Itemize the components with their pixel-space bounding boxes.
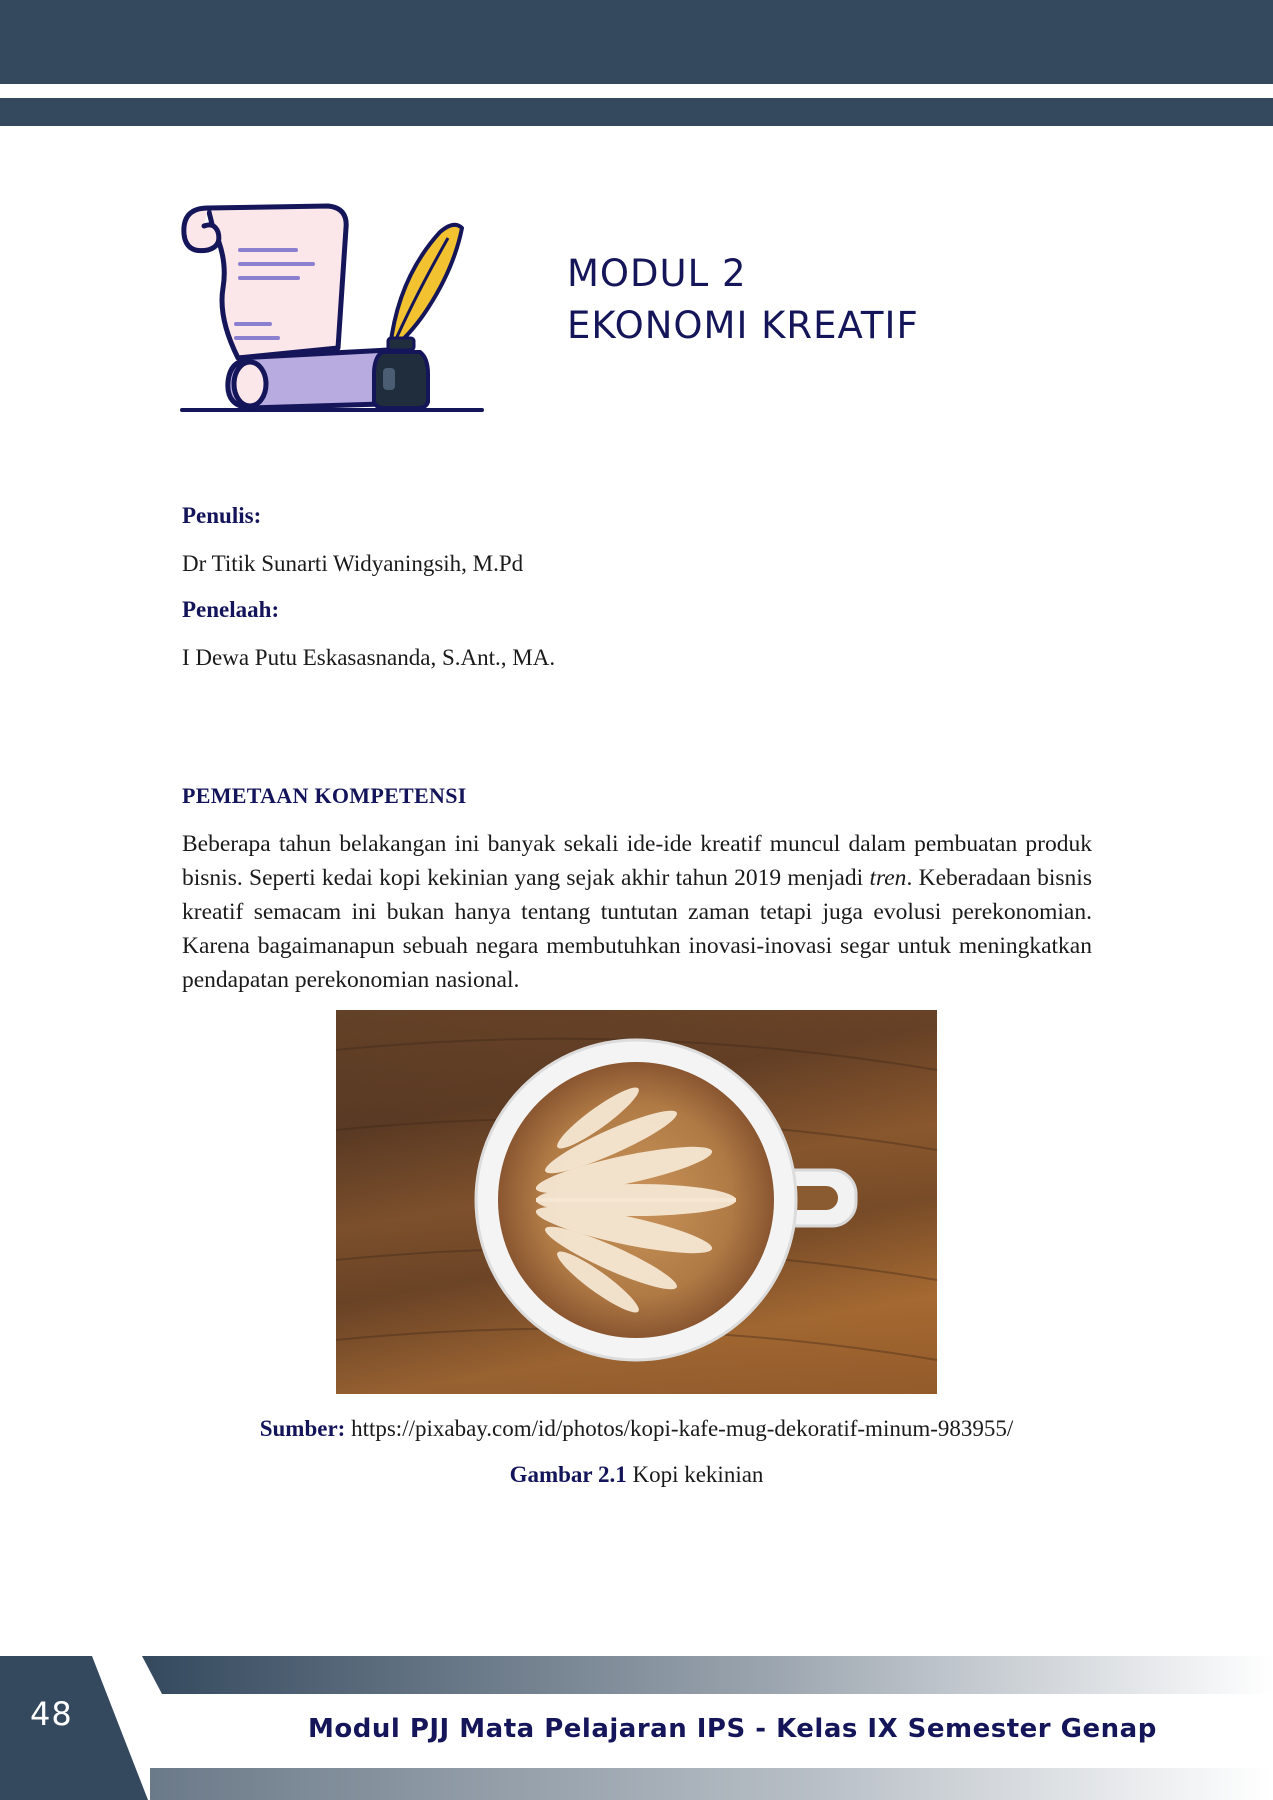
coffee-photo [336, 1010, 937, 1394]
paragraph-italic-word: tren [869, 865, 907, 891]
paragraph-text-end: . Keberadaan bisnis kreatif semacam ini bukan hanya tentang tuntutan zaman tetapi juga evolusi perekonomian. Karena bagaimanapun sebuah negara membutuhkan inovasi-inovasi segar untuk meningkatkan pendapatan perekonomian nasional. [182, 865, 1092, 993]
paragraph-text-start: Beberapa tahun belakangan ini banyak sekali ide-ide kreatif muncul dalam pembuatan produk bisnis. Seperti kedai kopi kekinian yang sejak akhir tahun 2019 menjadi [182, 831, 1092, 891]
section-paragraph [182, 827, 1092, 997]
section-heading: PEMETAAN KOMPETENSI [182, 783, 467, 808]
source-url: https://pixabay.com/id/photos/kopi-kafe-mug-dekoratif-minum-983955/ [351, 1416, 1014, 1441]
reviewer-name: I Dewa Putu Eskasasnanda, S.Ant., MA. [182, 645, 556, 670]
writer-name: Dr Titik Sunarti Widyaningsih, M.Pd [182, 551, 524, 576]
module-name: EKONOMI KREATIF [567, 304, 919, 347]
footer-title: Modul PJJ Mata Pelajaran IPS - Kelas IX Semester Genap [308, 1714, 1157, 1744]
header-bar-secondary [0, 98, 1273, 126]
module-number: MODUL 2 [567, 252, 747, 295]
reviewer-label: Penelaah: [182, 597, 280, 622]
header-bar [0, 0, 1273, 84]
scroll-quill-illustration [178, 198, 498, 416]
coffee-cup-image [336, 1010, 937, 1394]
module-title [567, 248, 919, 352]
figure-caption [0, 1462, 1273, 1488]
caption-text: Kopi kekinian [626, 1462, 764, 1487]
caption-label: Gambar 2.1 [509, 1462, 627, 1487]
figure-source [0, 1416, 1273, 1442]
source-label: Sumber: [259, 1416, 346, 1441]
page-number: 48 [30, 1695, 73, 1733]
writer-label: Penulis: [182, 503, 262, 528]
